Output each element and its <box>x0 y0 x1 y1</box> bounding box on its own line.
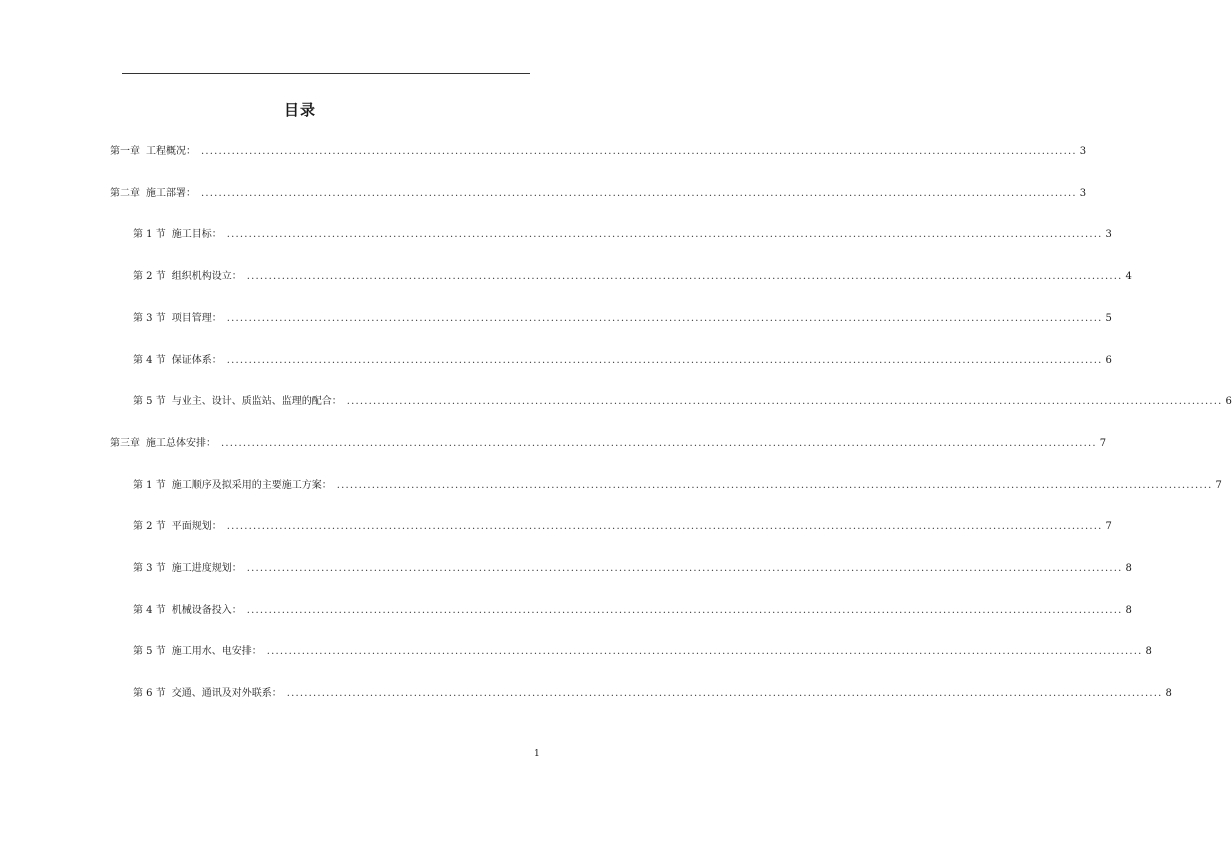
toc-dot-leader: ........................................................................................................................................................................................................ <box>266 646 1143 657</box>
toc-entry-number: 第 3 节 <box>133 563 166 574</box>
toc-entry-page: 8 <box>1125 563 1132 574</box>
toc-entry-label: 施工总体安排： <box>146 438 216 449</box>
toc-entry-page: 8 <box>1145 646 1152 657</box>
toc-entry-number: 第 5 节 <box>133 396 166 407</box>
toc-entry-label: 机械设备投入： <box>171 605 242 616</box>
toc-dot-leader: ........................................................................................................................................................................................................ <box>226 229 1103 240</box>
toc-dot-leader: ........................................................................................................................................................................................................ <box>226 355 1103 366</box>
toc-entry-page: 4 <box>1125 271 1132 282</box>
toc-entry[interactable] <box>133 395 1232 409</box>
toc-dot-leader: ........................................................................................................................................................................................................ <box>226 313 1103 324</box>
toc-entry-label: 施工部署： <box>146 188 196 199</box>
toc-entry-number: 第 3 节 <box>133 313 166 324</box>
toc-title: 目录 <box>283 101 316 119</box>
toc-entry[interactable] <box>133 479 1222 493</box>
toc-dot-leader: ........................................................................................................................................................................................................ <box>201 146 1077 157</box>
toc-entry-label: 保证体系： <box>171 355 222 366</box>
toc-entry[interactable] <box>110 437 1107 451</box>
toc-dot-leader: ........................................................................................................................................................................................................ <box>336 480 1213 491</box>
toc-entry-page: 3 <box>1105 229 1112 240</box>
toc-entry-page: 8 <box>1165 688 1172 699</box>
toc-entry-label: 施工进度规划： <box>171 563 242 574</box>
toc-entry-number: 第 4 节 <box>133 355 166 366</box>
toc-entry-label: 施工顺序及拟采用的主要施工方案： <box>171 480 332 491</box>
toc-entry[interactable] <box>133 687 1172 701</box>
toc-dot-leader: ........................................................................................................................................................................................................ <box>221 438 1097 449</box>
toc-entry-page: 8 <box>1125 605 1132 616</box>
toc-entry-page: 7 <box>1099 438 1107 449</box>
toc-entry-page: 3 <box>1079 188 1087 199</box>
toc-dot-leader: ........................................................................................................................................................................................................ <box>286 688 1163 699</box>
toc-entry-page: 7 <box>1215 480 1222 491</box>
toc-dot-leader: ........................................................................................................................................................................................................ <box>246 605 1123 616</box>
toc-entry-number: 第三章 <box>110 438 140 449</box>
toc-entry-page: 5 <box>1105 313 1112 324</box>
toc-entry-label: 组织机构设立： <box>171 271 242 282</box>
toc-dot-leader: ........................................................................................................................................................................................................ <box>226 521 1103 532</box>
toc-entry-label: 施工用水、电安排： <box>171 646 262 657</box>
toc-entry-label: 平面规划： <box>171 521 222 532</box>
footer-page-number: 1 <box>534 749 540 759</box>
toc-entry-label: 交通、通讯及对外联系： <box>171 688 282 699</box>
toc-entry-label: 项目管理： <box>171 313 222 324</box>
toc-entry[interactable] <box>133 354 1112 368</box>
toc-dot-leader: ........................................................................................................................................................................................................ <box>246 563 1123 574</box>
toc-entry[interactable] <box>110 145 1087 159</box>
toc-entry-number: 第 1 节 <box>133 229 166 240</box>
toc-entry[interactable] <box>133 270 1132 284</box>
toc-entry-label: 工程概况： <box>146 146 196 157</box>
toc-entry-number: 第 2 节 <box>133 271 166 282</box>
toc-entry-number: 第 2 节 <box>133 521 166 532</box>
toc-dot-leader: ........................................................................................................................................................................................................ <box>346 396 1223 407</box>
toc-entry-number: 第 5 节 <box>133 646 166 657</box>
toc-entry-page: 3 <box>1079 146 1087 157</box>
toc-entry-number: 第 1 节 <box>133 480 166 491</box>
toc-dot-leader: ........................................................................................................................................................................................................ <box>246 271 1123 282</box>
toc-entry-label: 施工目标： <box>171 229 222 240</box>
toc-entry-label: 与业主、设计、质监站、监理的配合： <box>171 396 342 407</box>
toc-entry[interactable] <box>133 228 1112 242</box>
toc-entry-page: 7 <box>1105 521 1112 532</box>
toc-dot-leader: ........................................................................................................................................................................................................ <box>201 188 1077 199</box>
toc-entry[interactable] <box>133 645 1152 659</box>
toc-entry-number: 第 6 节 <box>133 688 166 699</box>
toc-entry[interactable] <box>133 604 1132 618</box>
toc-entry[interactable] <box>133 520 1112 534</box>
toc-entry[interactable] <box>133 312 1112 326</box>
toc-entry-number: 第一章 <box>110 146 140 157</box>
toc-entry-number: 第二章 <box>110 188 140 199</box>
toc-entry[interactable] <box>110 187 1087 201</box>
toc-entry-page: 6 <box>1105 355 1112 366</box>
toc-entry[interactable] <box>133 562 1132 576</box>
toc-entry-number: 第 4 节 <box>133 605 166 616</box>
toc-entry-page: 6 <box>1225 396 1232 407</box>
